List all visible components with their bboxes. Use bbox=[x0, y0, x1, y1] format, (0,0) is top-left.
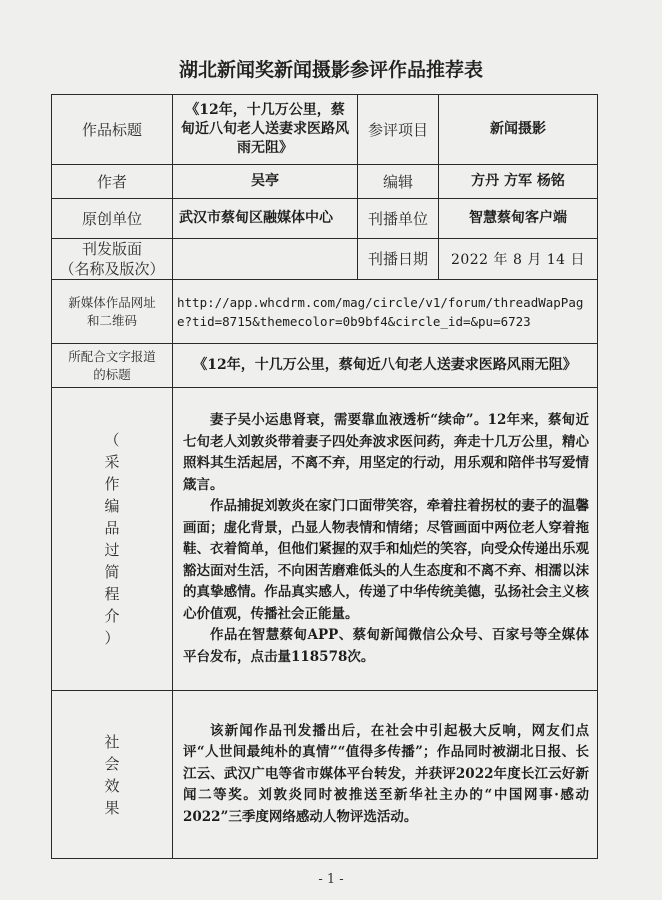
url-label-line2: 和二维码 bbox=[86, 312, 137, 328]
author-label: 作者 bbox=[52, 165, 173, 199]
publish-unit-value: 智慧蔡甸客户端 bbox=[439, 199, 598, 239]
process-paragraph: 妻子吴小运患肾衰，需要靠血液透析“续命”。12年来，蔡甸近七旬老人刘敦炎带着妻子四处奔波求医问药，奔走十几万公里，精心照料其生活起居，不离不弃，用坚定的行动，用乐观和陪伴书写爱情箴言。 bbox=[183, 412, 589, 493]
origin-unit-label: 原创单位 bbox=[52, 199, 173, 239]
origin-unit-value: 武汉市蔡甸区融媒体中心 bbox=[173, 199, 358, 239]
url-value: http://app.whcdrm.com/mag/circle/v1/forum/threadWapPage?tid=8715&themecolor=0b9bf4&circle_id=&pu=6723 bbox=[173, 280, 598, 344]
page-number: - 1 - bbox=[318, 872, 344, 887]
category-value: 新闻摄影 bbox=[439, 95, 598, 165]
work-title-value: 《12年，十几万公里，蔡甸近八旬老人送妻求医路风雨无阻》 bbox=[173, 95, 358, 165]
text-report-label bbox=[52, 344, 173, 388]
row-author bbox=[52, 165, 598, 199]
row-text-report bbox=[52, 344, 598, 388]
row-process bbox=[52, 388, 598, 691]
text-report-label-line1: 所配合文字报道 bbox=[68, 348, 156, 364]
effect-label-char: 会 bbox=[104, 754, 120, 773]
process-paragraph: 作品捕捉刘敦炎在家门口面带笑容，牵着拄着拐杖的妻子的温馨画面；虚化背景，凸显人物表情和情绪；尽管画面中两位老人穿着拖鞋、衣着简单，但他们紧握的双手和灿烂的笑容，向受众传递出乐观豁达面对生活，不向困苦磨难低头的人生态度和不离不弃、相濡以沫的真挚感情。作品真实感人，传递了中华传统美德，弘扬社会主义核心价值观，传播社会正能量。 bbox=[183, 498, 589, 622]
work-title-label: 作品标题 bbox=[52, 95, 173, 165]
layout-label-line1: 刊发版面 bbox=[81, 240, 142, 258]
process-label-char: 编 bbox=[104, 497, 120, 515]
row-layout-date bbox=[52, 239, 598, 280]
process-text bbox=[173, 388, 598, 691]
text-report-value: 《12年，十几万公里，蔡甸近八旬老人送妻求医路风雨无阻》 bbox=[173, 344, 598, 388]
layout-value bbox=[173, 239, 358, 280]
layout-label-line2: （名称及版次） bbox=[59, 260, 165, 278]
row-url bbox=[52, 280, 598, 344]
text-report-label-line2: 的标题 bbox=[93, 366, 131, 382]
editor-label: 编辑 bbox=[358, 165, 439, 199]
process-label-char: 过 bbox=[104, 541, 120, 559]
process-label-char: ） bbox=[104, 629, 120, 647]
page-title: 湖北新闻奖新闻摄影参评作品推荐表 bbox=[178, 59, 483, 81]
publish-date-label: 刊播日期 bbox=[358, 239, 439, 280]
process-label bbox=[52, 388, 173, 691]
url-label-line1: 新媒体作品网址 bbox=[68, 294, 156, 310]
effect-text bbox=[173, 691, 598, 859]
effect-paragraph: 该新闻作品刊发播出后，在社会中引起极大反响，网友们点评“人世间最纯朴的真情”“值得多传播”；作品同时被湖北日报、长江云、武汉广电等省市媒体平台转发，并获评2022年度长江云好新闻二等奖。刘敦炎同时被推送至新华社主办的“中国网事·感动2022”三季度网络感动人物评选活动。 bbox=[183, 722, 589, 825]
process-label-char: 简 bbox=[104, 563, 120, 581]
process-label-char: 采 bbox=[104, 453, 120, 471]
editor-value: 方丹 方军 杨铭 bbox=[439, 165, 598, 199]
author-value: 吴亭 bbox=[173, 165, 358, 199]
effect-label-char: 社 bbox=[104, 732, 120, 751]
layout-label bbox=[52, 239, 173, 280]
process-label-char: 品 bbox=[104, 519, 120, 537]
publish-unit-label: 刊播单位 bbox=[358, 199, 439, 239]
process-label-char: 作 bbox=[104, 475, 120, 493]
process-label-char: 程 bbox=[104, 585, 120, 603]
process-paragraph: 作品在智慧蔡甸APP、蔡甸新闻微信公众号、百家号等全媒体平台发布，点击量118578次。 bbox=[183, 627, 589, 665]
url-label bbox=[52, 280, 173, 344]
effect-label-char: 果 bbox=[104, 798, 120, 817]
row-origin-unit bbox=[52, 199, 598, 239]
process-label-char: 介 bbox=[104, 607, 120, 625]
row-effect bbox=[52, 691, 598, 859]
effect-label bbox=[52, 691, 173, 859]
category-label: 参评项目 bbox=[358, 95, 439, 165]
row-work-title bbox=[52, 95, 598, 165]
recommendation-form-table bbox=[51, 94, 598, 859]
effect-label-char: 效 bbox=[104, 776, 120, 795]
process-label-char: （ bbox=[104, 431, 120, 449]
publish-date-value: 2022 年 8 月 14 日 bbox=[439, 239, 598, 280]
